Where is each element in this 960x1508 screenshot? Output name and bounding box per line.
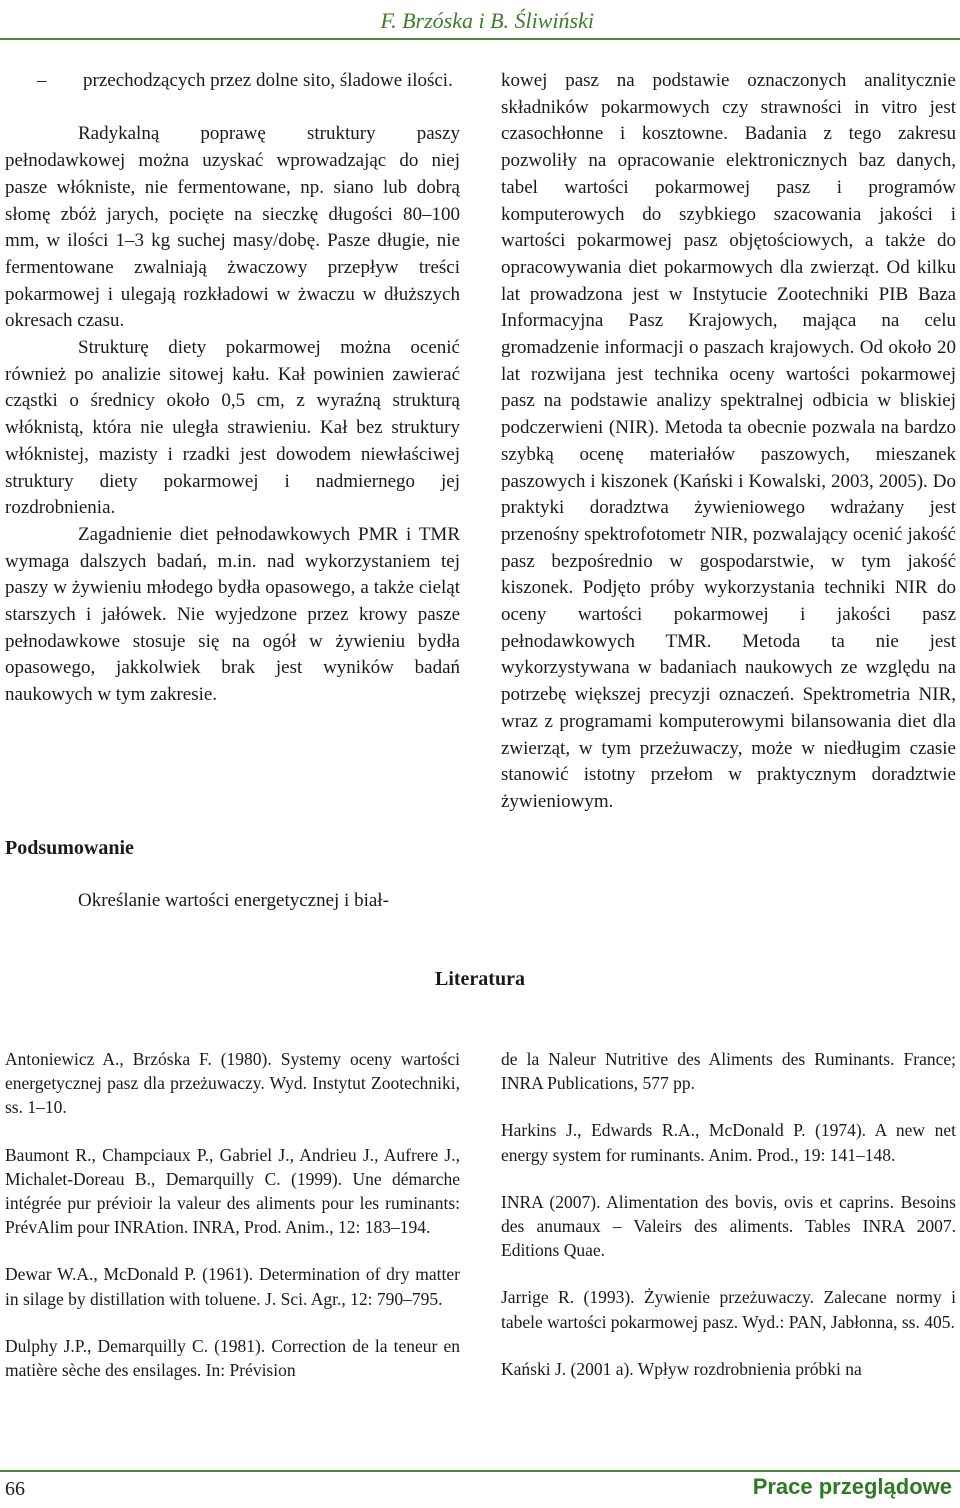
left-text-column <box>5 68 460 709</box>
paragraph-pmr-tmr: Zagadnienie diet pełnodawkowych PMR i TMR wymaga dalszych badań, m.in. nad wykorzystaniem tej paszy w żywieniu młodego bydła opasowego, a także cieląt starszych i jałówek. Nie wyjedzone przez krowy pasze pełnodawkowe stosuje się na ogół w żywieniu bydła opasowego, jakkolwiek brak jest wyników badań naukowych w tym zakresie. <box>5 523 460 706</box>
page-number: 66 <box>5 1478 25 1500</box>
right-text-column <box>501 68 956 816</box>
reference-item: Baumont R., Champciaux P., Gabriel J., Andrieu J., Aufrere J., Michalet-Doreau B., Demarquilly C. (1999). Une démarche intégrée pur prévioir la valeur des aliments pour les ruminants: PrévAlim pour INRAtion. INRA, Prod. Anim., 12: 183–194. <box>5 1144 460 1238</box>
journal-section-title: Prace przeglądowe <box>752 1474 952 1499</box>
reference-item: Kański J. (2001 a). Wpływ rozdrobnienia próbki na <box>501 1358 862 1379</box>
footer-rule <box>0 1470 960 1472</box>
references-right-column <box>501 1047 956 1404</box>
reference-item: Jarrige R. (1993). Żywienie przeżuwaczy. Zalecane normy i tabele wartości pokarmowej pasz. Wyd.: PAN, Jabłonna, ss. 405. <box>501 1287 956 1332</box>
references-left-column <box>5 1047 460 1405</box>
paragraph-summary-start: Określanie wartości energetycznej i biał- <box>78 890 389 911</box>
dash-item-text: przechodzących przez dolne sito, śladowe ilości. <box>83 70 453 91</box>
paragraph-structure-improvement: Radykalną poprawę struktury paszy pełnodawkowej można uzyskać wprowadzając do niej pasze włókniste, nie fermentowane, np. siano lub dobrą słomę zbóż jarych, pocięte na sieczkę długości 80–100 mm, w ilości 1–3 kg suchej masy/dobę. Pasze długie, nie fermentowane zwalniają żwaczowy przepływ treści pokarmowej i ulegają rozkładowi w żwaczu w dłuższych okresach czasu. <box>5 123 460 332</box>
reference-item: Harkins J., Edwards R.A., McDonald P. (1974). A new net energy system for ruminants. Anim. Prod., 19: 141–148. <box>501 1120 956 1165</box>
paragraph-feces-analysis: Strukturę diety pokarmowej można ocenić również po analizie sitowej kału. Kał powinien zawierać cząstki o średnicy około 0,5 cm, z wyraźną strukturą włóknistą, która nie uległa strawieniu. Kał bez struktury włóknistej, mazisty i rzadki jest dowodem niewłaściwej struktury diety pokarmowej i nadmiernego jej rozdrobnienia. <box>5 337 460 519</box>
reference-item: Dewar W.A., McDonald P. (1961). Determination of dry matter in silage by distillation with toluene. J. Sci. Agr., 12: 790–795. <box>5 1264 460 1309</box>
section-heading-summary: Podsumowanie <box>5 837 134 859</box>
dash-bullet: – <box>37 70 47 91</box>
header-rule <box>0 38 960 40</box>
reference-item: INRA (2007). Alimentation des bovis, ovis et caprins. Besoins des anumaux – Valeirs des aliments. Tables INRA 2007. Editions Quae. <box>501 1191 956 1261</box>
dash-list-item <box>5 68 460 95</box>
paragraph-summary-continued: kowej pasz na podstawie oznaczonych analitycznie składników pokarmowych czy strawności in vitro jest czasochłonne i kosztowne. Badania z tego zakresu pozwoliły na opracowanie elektronicznych baz danych, tabel wartości pokarmowej pasz i programów komputerowych do szybkiego szacowania jakości i wartości pokarmowej pasz objętościowych, a także do opracowywania diet pokarmowych dla zwierząt. Od kilku lat prowadzona jest w Instytucie Zootechniki PIB Baza Informacyjna Pasz Krajowych, mająca na celu gromadzenie informacji o paszach krajowych. Od około 20 lat rozwijana jest technika oceny wartości pokarmowej pasz na podstawie analizy spektralnej odbicia w bliskiej podczerwieni (NIR). Metoda ta obecnie pozwala na bardzo szybką ocenę materiałów paszowych, mieszanek paszowych i kiszonek (Kański i Kowalski, 2003, 2005). Do praktyki doradztwa żywieniowego wdrażany jest przenośny spektrofotometr NIR, pozwalający ocenić jakość pasz bezpośrednio w gospodarstwie, w tym jakość kiszonek. Podjęto próby wykorzystania techniki NIR do oceny wartości pokarmowej i jakości pasz pełnodawkowych TMR. Metoda ta nie jest wykorzystywana w badaniach naukowych ze względu na potrzebę większej precyzji oznaczeń. Spektrometria NIR, wraz z programami komputerowymi bilansowania diet dla zwierząt, w tym przeżuwaczy, może w niedługim czasie stanowić istotny przełom w praktycznym doradztwie żywieniowym. <box>501 70 956 812</box>
reference-item: Dulphy J.P., Demarquilly C. (1981). Correction de la teneur en matière sèche des ensilages. In: Prévision <box>5 1335 460 1381</box>
literature-heading: Literatura <box>435 968 525 990</box>
reference-item: Antoniewicz A., Brzóska F. (1980). Systemy oceny wartości energetycznej pasz dla przeżuwaczy. Wyd. Instytut Zootechniki, ss. 1–10. <box>5 1049 460 1118</box>
reference-item: de la Naleur Nutritive des Aliments des Ruminants. France; INRA Publications, 577 pp. <box>501 1049 956 1094</box>
running-head-title: F. Brzóska i B. Śliwiński <box>380 8 594 33</box>
